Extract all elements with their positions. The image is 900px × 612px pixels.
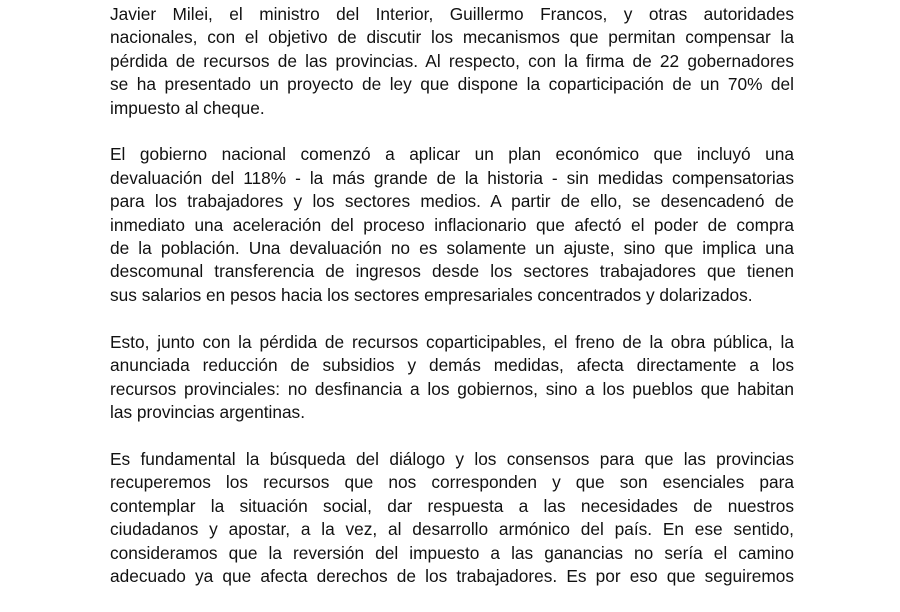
text-line: de la población. Una devaluación no es solamente un ajuste, sino que implica una — [110, 238, 794, 259]
text-line: adecuado ya que afecta derechos de los trabajadores. Es por eso que seguiremos — [110, 565, 794, 586]
text-line: devaluación del 118% - la más grande de la historia - sin medidas compensatorias — [110, 167, 794, 188]
paragraph-economic-plan — [110, 143, 794, 307]
text-line: recursos provinciales: no desfinancia a los gobiernos, sino a los pueblos que habitan — [110, 378, 794, 399]
document-body — [110, 3, 794, 612]
text-line: consideramos que la reversión del impuesto a las ganancias no sería el camino — [110, 542, 794, 563]
paragraph-meeting — [110, 3, 794, 120]
text-line: Esto, junto con la pérdida de recursos coparticipables, el freno de la obra pública, la — [110, 331, 794, 352]
text-line: ciudadanos y apostar, a la vez, al desarrollo armónico del país. En ese sentido, — [110, 519, 794, 540]
text-line: se ha presentado un proyecto de ley que dispone la coparticipación de un 70% del — [110, 74, 794, 95]
text-line: nacionales, con el objetivo de discutir los mecanismos que permitan compensar la — [110, 27, 794, 48]
paragraph-dialogue — [110, 448, 794, 588]
text-line: impuesto al cheque. — [110, 97, 265, 118]
text-line: El gobierno nacional comenzó a aplicar un plan económico que incluyó una — [110, 144, 794, 165]
text-line: Es fundamental la búsqueda del diálogo y los consensos para que las provincias — [110, 448, 794, 469]
text-line: pérdida de recursos de las provincias. Al respecto, con la firma de 22 gobernadores — [110, 50, 794, 71]
text-line: recuperemos los recursos que nos corresponden y que son esenciales para — [110, 472, 794, 493]
text-line: para los trabajadores y los sectores medios. A partir de ello, se desencadenó de — [110, 191, 794, 212]
text-line: inmediato una aceleración del proceso inflacionario que afectó el poder de compra — [110, 214, 794, 235]
text-line: descomunal transferencia de ingresos desde los sectores trabajadores que tienen — [110, 261, 794, 282]
paragraph-provincial-resources — [110, 331, 794, 425]
text-line: las provincias argentinas. — [110, 401, 305, 422]
text-line: anunciada reducción de subsidios y demás medidas, afecta directamente a los — [110, 355, 794, 376]
text-line: contemplar la situación social, dar respuesta a las necesidades de nuestros — [110, 495, 794, 516]
text-line: sus salarios en pesos hacia los sectores empresariales concentrados y dolarizados. — [110, 284, 753, 305]
text-line: Javier Milei, el ministro del Interior, Guillermo Francos, y otras autoridades — [110, 4, 794, 24]
